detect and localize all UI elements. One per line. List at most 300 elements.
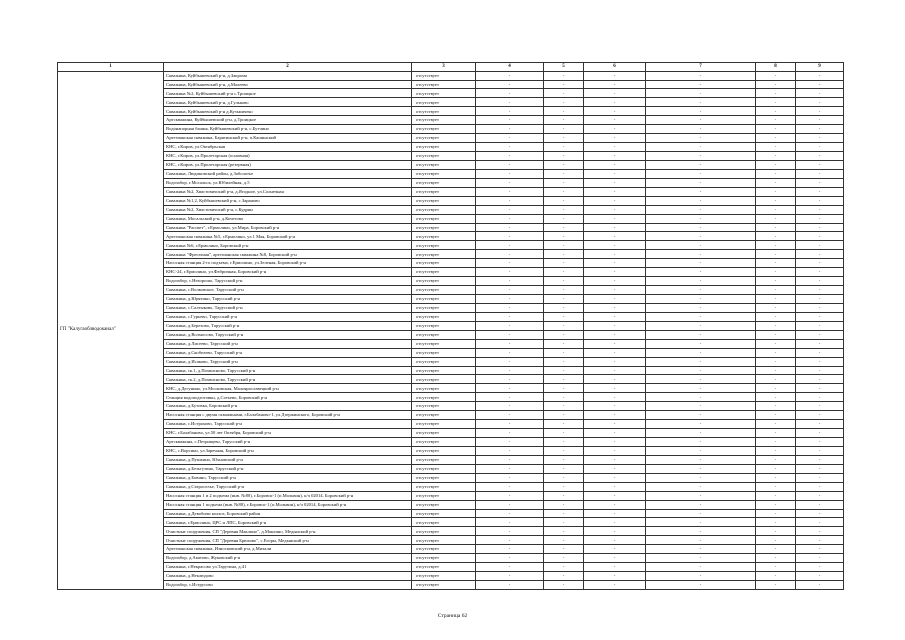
table-row: [58, 178, 844, 187]
dash-cell: -: [476, 205, 544, 214]
dash-cell: -: [756, 393, 796, 402]
object-name-cell: Скважина, Куйбышевский р-н, д.Гульково: [164, 98, 412, 107]
dash-cell: -: [796, 116, 844, 125]
dash-cell: -: [756, 169, 796, 178]
dash-cell: -: [646, 98, 756, 107]
status-cell: отсутствует: [412, 438, 476, 447]
dash-cell: -: [544, 134, 584, 143]
dash-cell: -: [476, 89, 544, 98]
dash-cell: -: [756, 98, 796, 107]
object-name-cell: КНС, г.Балабаново, ул.50 лет Октября, Боровский р-н: [164, 429, 412, 438]
dash-cell: -: [756, 160, 796, 169]
object-name-cell: Скважина, д.Скобелево, Тарусский р-н: [164, 348, 412, 357]
dash-cell: -: [756, 482, 796, 491]
status-cell: отсутствует: [412, 250, 476, 259]
dash-cell: -: [544, 268, 584, 277]
dash-cell: -: [544, 572, 584, 581]
dash-cell: -: [796, 500, 844, 509]
table-row: [58, 491, 844, 500]
dash-cell: -: [544, 348, 584, 357]
dash-cell: -: [646, 250, 756, 259]
dash-cell: -: [476, 473, 544, 482]
dash-cell: -: [544, 420, 584, 429]
dash-cell: -: [544, 581, 584, 590]
object-name-cell: Водозабор, д.Акатово, Жуковский р-н: [164, 554, 412, 563]
table-row: [58, 214, 844, 223]
dash-cell: -: [584, 375, 646, 384]
status-cell: отсутствует: [412, 455, 476, 464]
object-name-cell: Скважина, Куйбышевский р-н, д.Закрома: [164, 71, 412, 80]
status-cell: отсутствует: [412, 241, 476, 250]
object-name-cell: Скважина, г.Некрасово ул.Тарутина, д.41: [164, 563, 412, 572]
dash-cell: -: [544, 187, 584, 196]
dash-cell: -: [646, 536, 756, 545]
dash-cell: -: [756, 178, 796, 187]
table-row: [58, 420, 844, 429]
dash-cell: -: [756, 295, 796, 304]
header-cell: 9: [796, 63, 844, 72]
dash-cell: -: [796, 518, 844, 527]
dash-cell: -: [584, 205, 646, 214]
dash-cell: -: [756, 518, 796, 527]
status-cell: отсутствует: [412, 277, 476, 286]
dash-cell: -: [584, 241, 646, 250]
dash-cell: -: [796, 420, 844, 429]
dash-cell: -: [756, 268, 796, 277]
dash-cell: -: [584, 71, 646, 80]
dash-cell: -: [756, 321, 796, 330]
table-row: [58, 89, 844, 98]
dash-cell: -: [584, 429, 646, 438]
object-name-cell: Скважина №2, Хвастовичский р-н, с.Кудрин: [164, 205, 412, 214]
dash-cell: -: [584, 160, 646, 169]
dash-cell: -: [584, 187, 646, 196]
dash-cell: -: [584, 393, 646, 402]
table-row: [58, 250, 844, 259]
table-row: [58, 545, 844, 554]
dash-cell: -: [646, 366, 756, 375]
table-row: [58, 348, 844, 357]
table-row: [58, 116, 844, 125]
dash-cell: -: [476, 303, 544, 312]
dash-cell: -: [646, 500, 756, 509]
status-cell: отсутствует: [412, 509, 476, 518]
status-cell: отсутствует: [412, 321, 476, 330]
dash-cell: -: [756, 581, 796, 590]
dash-cell: -: [646, 402, 756, 411]
dash-cell: -: [584, 107, 646, 116]
object-name-cell: Водозабор, с.Иструсово: [164, 581, 412, 590]
dash-cell: -: [476, 482, 544, 491]
dash-cell: -: [476, 581, 544, 590]
dash-cell: -: [476, 107, 544, 116]
dash-cell: -: [476, 312, 544, 321]
dash-cell: -: [796, 152, 844, 161]
dash-cell: -: [584, 581, 646, 590]
dash-cell: -: [584, 125, 646, 134]
dash-cell: -: [476, 196, 544, 205]
dash-cell: -: [584, 330, 646, 339]
table-row: [58, 143, 844, 152]
dash-cell: -: [476, 241, 544, 250]
status-cell: отсутствует: [412, 339, 476, 348]
dash-cell: -: [584, 196, 646, 205]
objects-table: [57, 62, 844, 590]
status-cell: отсутствует: [412, 491, 476, 500]
dash-cell: -: [544, 89, 584, 98]
status-cell: отсутствует: [412, 259, 476, 268]
dash-cell: -: [756, 545, 796, 554]
dash-cell: -: [756, 107, 796, 116]
object-name-cell: Артезианская скважина, Износковский р-н, д.Михали: [164, 545, 412, 554]
dash-cell: -: [756, 572, 796, 581]
data-table-sheet: [57, 62, 843, 590]
dash-cell: -: [646, 116, 756, 125]
dash-cell: -: [646, 572, 756, 581]
dash-cell: -: [476, 518, 544, 527]
dash-cell: -: [646, 214, 756, 223]
dash-cell: -: [584, 80, 646, 89]
dash-cell: -: [476, 259, 544, 268]
status-cell: отсутствует: [412, 295, 476, 304]
dash-cell: -: [646, 178, 756, 187]
dash-cell: -: [584, 286, 646, 295]
dash-cell: -: [796, 312, 844, 321]
dash-cell: -: [756, 339, 796, 348]
dash-cell: -: [476, 152, 544, 161]
dash-cell: -: [796, 545, 844, 554]
dash-cell: -: [756, 143, 796, 152]
status-cell: отсутствует: [412, 411, 476, 420]
dash-cell: -: [476, 277, 544, 286]
dash-cell: -: [646, 232, 756, 241]
dash-cell: -: [476, 134, 544, 143]
status-cell: отсутствует: [412, 518, 476, 527]
dash-cell: -: [796, 357, 844, 366]
dash-cell: -: [756, 536, 796, 545]
status-cell: отсутствует: [412, 107, 476, 116]
object-name-cell: Насосная станция 1 подъема (инв. №80), г.Боровск-1 (п.Мольвин), к/ч 02014, Боровский р-н: [164, 500, 412, 509]
dash-cell: -: [544, 339, 584, 348]
dash-cell: -: [646, 80, 756, 89]
status-cell: отсутствует: [412, 178, 476, 187]
status-cell: отсутствует: [412, 563, 476, 572]
dash-cell: -: [584, 259, 646, 268]
table-row: [58, 303, 844, 312]
organization-cell: ГП "Калугаоблводоканал": [58, 71, 164, 589]
dash-cell: -: [584, 554, 646, 563]
dash-cell: -: [544, 321, 584, 330]
dash-cell: -: [476, 98, 544, 107]
table-row: [58, 581, 844, 590]
dash-cell: -: [544, 250, 584, 259]
dash-cell: -: [796, 107, 844, 116]
dash-cell: -: [584, 321, 646, 330]
dash-cell: -: [646, 554, 756, 563]
dash-cell: -: [584, 482, 646, 491]
dash-cell: -: [646, 581, 756, 590]
table-row: [58, 152, 844, 161]
dash-cell: -: [476, 545, 544, 554]
dash-cell: -: [584, 134, 646, 143]
dash-cell: -: [584, 545, 646, 554]
dash-cell: -: [796, 134, 844, 143]
dash-cell: -: [646, 89, 756, 98]
dash-cell: -: [796, 321, 844, 330]
dash-cell: -: [756, 411, 796, 420]
table-row: [58, 205, 844, 214]
dash-cell: -: [796, 455, 844, 464]
dash-cell: -: [584, 572, 646, 581]
dash-cell: -: [584, 277, 646, 286]
dash-cell: -: [756, 312, 796, 321]
dash-cell: -: [584, 455, 646, 464]
object-name-cell: Скважина, д.Пушкино, Юхновский р-н: [164, 455, 412, 464]
dash-cell: -: [584, 232, 646, 241]
dash-cell: -: [544, 429, 584, 438]
dash-cell: -: [796, 330, 844, 339]
dash-cell: -: [584, 518, 646, 527]
dash-cell: -: [756, 286, 796, 295]
dash-cell: -: [544, 143, 584, 152]
dash-cell: -: [756, 152, 796, 161]
dash-cell: -: [646, 71, 756, 80]
dash-cell: -: [476, 563, 544, 572]
dash-cell: -: [476, 509, 544, 518]
dash-cell: -: [796, 303, 844, 312]
status-cell: отсутствует: [412, 196, 476, 205]
table-row: [58, 366, 844, 375]
status-cell: отсутствует: [412, 446, 476, 455]
dash-cell: -: [756, 303, 796, 312]
dash-cell: -: [646, 268, 756, 277]
dash-cell: -: [544, 312, 584, 321]
dash-cell: -: [796, 393, 844, 402]
dash-cell: -: [796, 473, 844, 482]
status-cell: отсутствует: [412, 286, 476, 295]
object-name-cell: Скважина, д.Неклюдово: [164, 572, 412, 581]
dash-cell: -: [796, 536, 844, 545]
dash-cell: -: [796, 509, 844, 518]
dash-cell: -: [584, 339, 646, 348]
dash-cell: -: [476, 143, 544, 152]
object-name-cell: Скважина, Куйбышевский р-н д.Кузьмичеко: [164, 107, 412, 116]
dash-cell: -: [796, 89, 844, 98]
dash-cell: -: [756, 420, 796, 429]
dash-cell: -: [796, 232, 844, 241]
dash-cell: -: [584, 536, 646, 545]
dash-cell: -: [544, 80, 584, 89]
dash-cell: -: [796, 446, 844, 455]
dash-cell: -: [646, 375, 756, 384]
dash-cell: -: [796, 429, 844, 438]
dash-cell: -: [476, 500, 544, 509]
dash-cell: -: [756, 80, 796, 89]
dash-cell: -: [796, 286, 844, 295]
dash-cell: -: [476, 357, 544, 366]
dash-cell: -: [756, 473, 796, 482]
status-cell: отсутствует: [412, 312, 476, 321]
object-name-cell: Артскважина, Куйбышевский р-н, д.Троицкое: [164, 116, 412, 125]
dash-cell: -: [796, 572, 844, 581]
dash-cell: -: [756, 196, 796, 205]
dash-cell: -: [796, 384, 844, 393]
dash-cell: -: [544, 196, 584, 205]
table-row: [58, 241, 844, 250]
status-cell: отсутствует: [412, 348, 476, 357]
status-cell: отсутствует: [412, 152, 476, 161]
dash-cell: -: [544, 384, 584, 393]
table-row: [58, 446, 844, 455]
dash-cell: -: [584, 116, 646, 125]
header-cell: 8: [756, 63, 796, 72]
dash-cell: -: [476, 438, 544, 447]
object-name-cell: Скважина "Фрегатная", артезианская скважина №8, Боровский р-н: [164, 250, 412, 259]
dash-cell: -: [584, 384, 646, 393]
dash-cell: -: [584, 500, 646, 509]
dash-cell: -: [544, 509, 584, 518]
dash-cell: -: [544, 223, 584, 232]
status-cell: отсутствует: [412, 536, 476, 545]
dash-cell: -: [646, 339, 756, 348]
table-row: [58, 187, 844, 196]
dash-cell: -: [544, 473, 584, 482]
dash-cell: -: [646, 509, 756, 518]
dash-cell: -: [544, 438, 584, 447]
dash-cell: -: [756, 223, 796, 232]
dash-cell: -: [476, 402, 544, 411]
dash-cell: -: [584, 98, 646, 107]
dash-cell: -: [544, 116, 584, 125]
table-row: [58, 500, 844, 509]
dash-cell: -: [646, 411, 756, 420]
dash-cell: -: [646, 455, 756, 464]
object-name-cell: Водозабор, г.Мосальск, ул.Юбилейная, д.5: [164, 178, 412, 187]
dash-cell: -: [796, 366, 844, 375]
object-name-cell: Артезианская скважина, Барятинский р-н, п.Кашинский: [164, 134, 412, 143]
table-row: [58, 473, 844, 482]
dash-cell: -: [544, 259, 584, 268]
table-row: [58, 429, 844, 438]
object-name-cell: Скважина, д.Староселье, Тарусский р-н: [164, 482, 412, 491]
dash-cell: -: [544, 366, 584, 375]
dash-cell: -: [646, 348, 756, 357]
dash-cell: -: [646, 134, 756, 143]
dash-cell: -: [584, 178, 646, 187]
dash-cell: -: [646, 491, 756, 500]
header-cell: 4: [476, 63, 544, 72]
object-name-cell: Скважина, ск.1, д.Похвисново, Тарусский р-н: [164, 366, 412, 375]
table-row: [58, 536, 844, 545]
dash-cell: -: [646, 420, 756, 429]
dash-cell: -: [646, 187, 756, 196]
dash-cell: -: [646, 169, 756, 178]
dash-cell: -: [584, 446, 646, 455]
dash-cell: -: [756, 134, 796, 143]
header-cell: 1: [58, 63, 164, 72]
table-row: [58, 321, 844, 330]
dash-cell: -: [476, 286, 544, 295]
dash-cell: -: [646, 312, 756, 321]
dash-cell: -: [796, 348, 844, 357]
dash-cell: -: [584, 143, 646, 152]
dash-cell: -: [796, 205, 844, 214]
dash-cell: -: [646, 143, 756, 152]
dash-cell: -: [796, 223, 844, 232]
dash-cell: -: [796, 71, 844, 80]
dash-cell: -: [544, 107, 584, 116]
dash-cell: -: [544, 464, 584, 473]
dash-cell: -: [544, 125, 584, 134]
dash-cell: -: [476, 232, 544, 241]
dash-cell: -: [796, 563, 844, 572]
dash-cell: -: [476, 80, 544, 89]
dash-cell: -: [476, 375, 544, 384]
dash-cell: -: [646, 303, 756, 312]
table-row: [58, 518, 844, 527]
table-row: [58, 232, 844, 241]
object-name-cell: Артезианская скважина №5, г.Ермолино, ул.1 Мая, Боровский р-н: [164, 232, 412, 241]
dash-cell: -: [796, 196, 844, 205]
dash-cell: -: [756, 187, 796, 196]
dash-cell: -: [476, 187, 544, 196]
table-row: [58, 357, 844, 366]
dash-cell: -: [584, 89, 646, 98]
dash-cell: -: [796, 241, 844, 250]
dash-cell: -: [796, 277, 844, 286]
dash-cell: -: [796, 438, 844, 447]
table-row: [58, 554, 844, 563]
status-cell: отсутствует: [412, 330, 476, 339]
object-name-cell: Скважина, д.Лисеево, Тарусский р-н: [164, 339, 412, 348]
status-cell: отсутствует: [412, 384, 476, 393]
dash-cell: -: [544, 411, 584, 420]
dash-cell: -: [756, 125, 796, 134]
object-name-cell: Скважина №2, Куйбышевский р-н с.Троицкое: [164, 89, 412, 98]
dash-cell: -: [756, 464, 796, 473]
status-cell: отсутствует: [412, 268, 476, 277]
dash-cell: -: [756, 509, 796, 518]
table-row: [58, 98, 844, 107]
dash-cell: -: [756, 116, 796, 125]
dash-cell: -: [584, 152, 646, 161]
dash-cell: -: [646, 295, 756, 304]
table-row: [58, 438, 844, 447]
object-name-cell: Скважина, д.Бутовка, Боровский р-н: [164, 402, 412, 411]
dash-cell: -: [544, 160, 584, 169]
dash-cell: -: [796, 214, 844, 223]
dash-cell: -: [796, 295, 844, 304]
dash-cell: -: [796, 125, 844, 134]
status-cell: отсутствует: [412, 402, 476, 411]
dash-cell: -: [544, 527, 584, 536]
object-name-cell: Очистные сооружения, СП "Деревня Брюхово", с.Егоры, Медынский р-н: [164, 536, 412, 545]
dash-cell: -: [544, 536, 584, 545]
dash-cell: -: [544, 357, 584, 366]
dash-cell: -: [646, 330, 756, 339]
object-name-cell: Скважина №1,2, Куйбышевский р-н, с.Зараново: [164, 196, 412, 205]
dash-cell: -: [584, 348, 646, 357]
page-footer: Страница 62: [437, 613, 468, 619]
table-row: [58, 71, 844, 80]
dash-cell: -: [646, 384, 756, 393]
dash-cell: -: [646, 482, 756, 491]
header-cell: 7: [646, 63, 756, 72]
table-row: [58, 402, 844, 411]
dash-cell: -: [476, 330, 544, 339]
dash-cell: -: [544, 286, 584, 295]
table-row: [58, 312, 844, 321]
